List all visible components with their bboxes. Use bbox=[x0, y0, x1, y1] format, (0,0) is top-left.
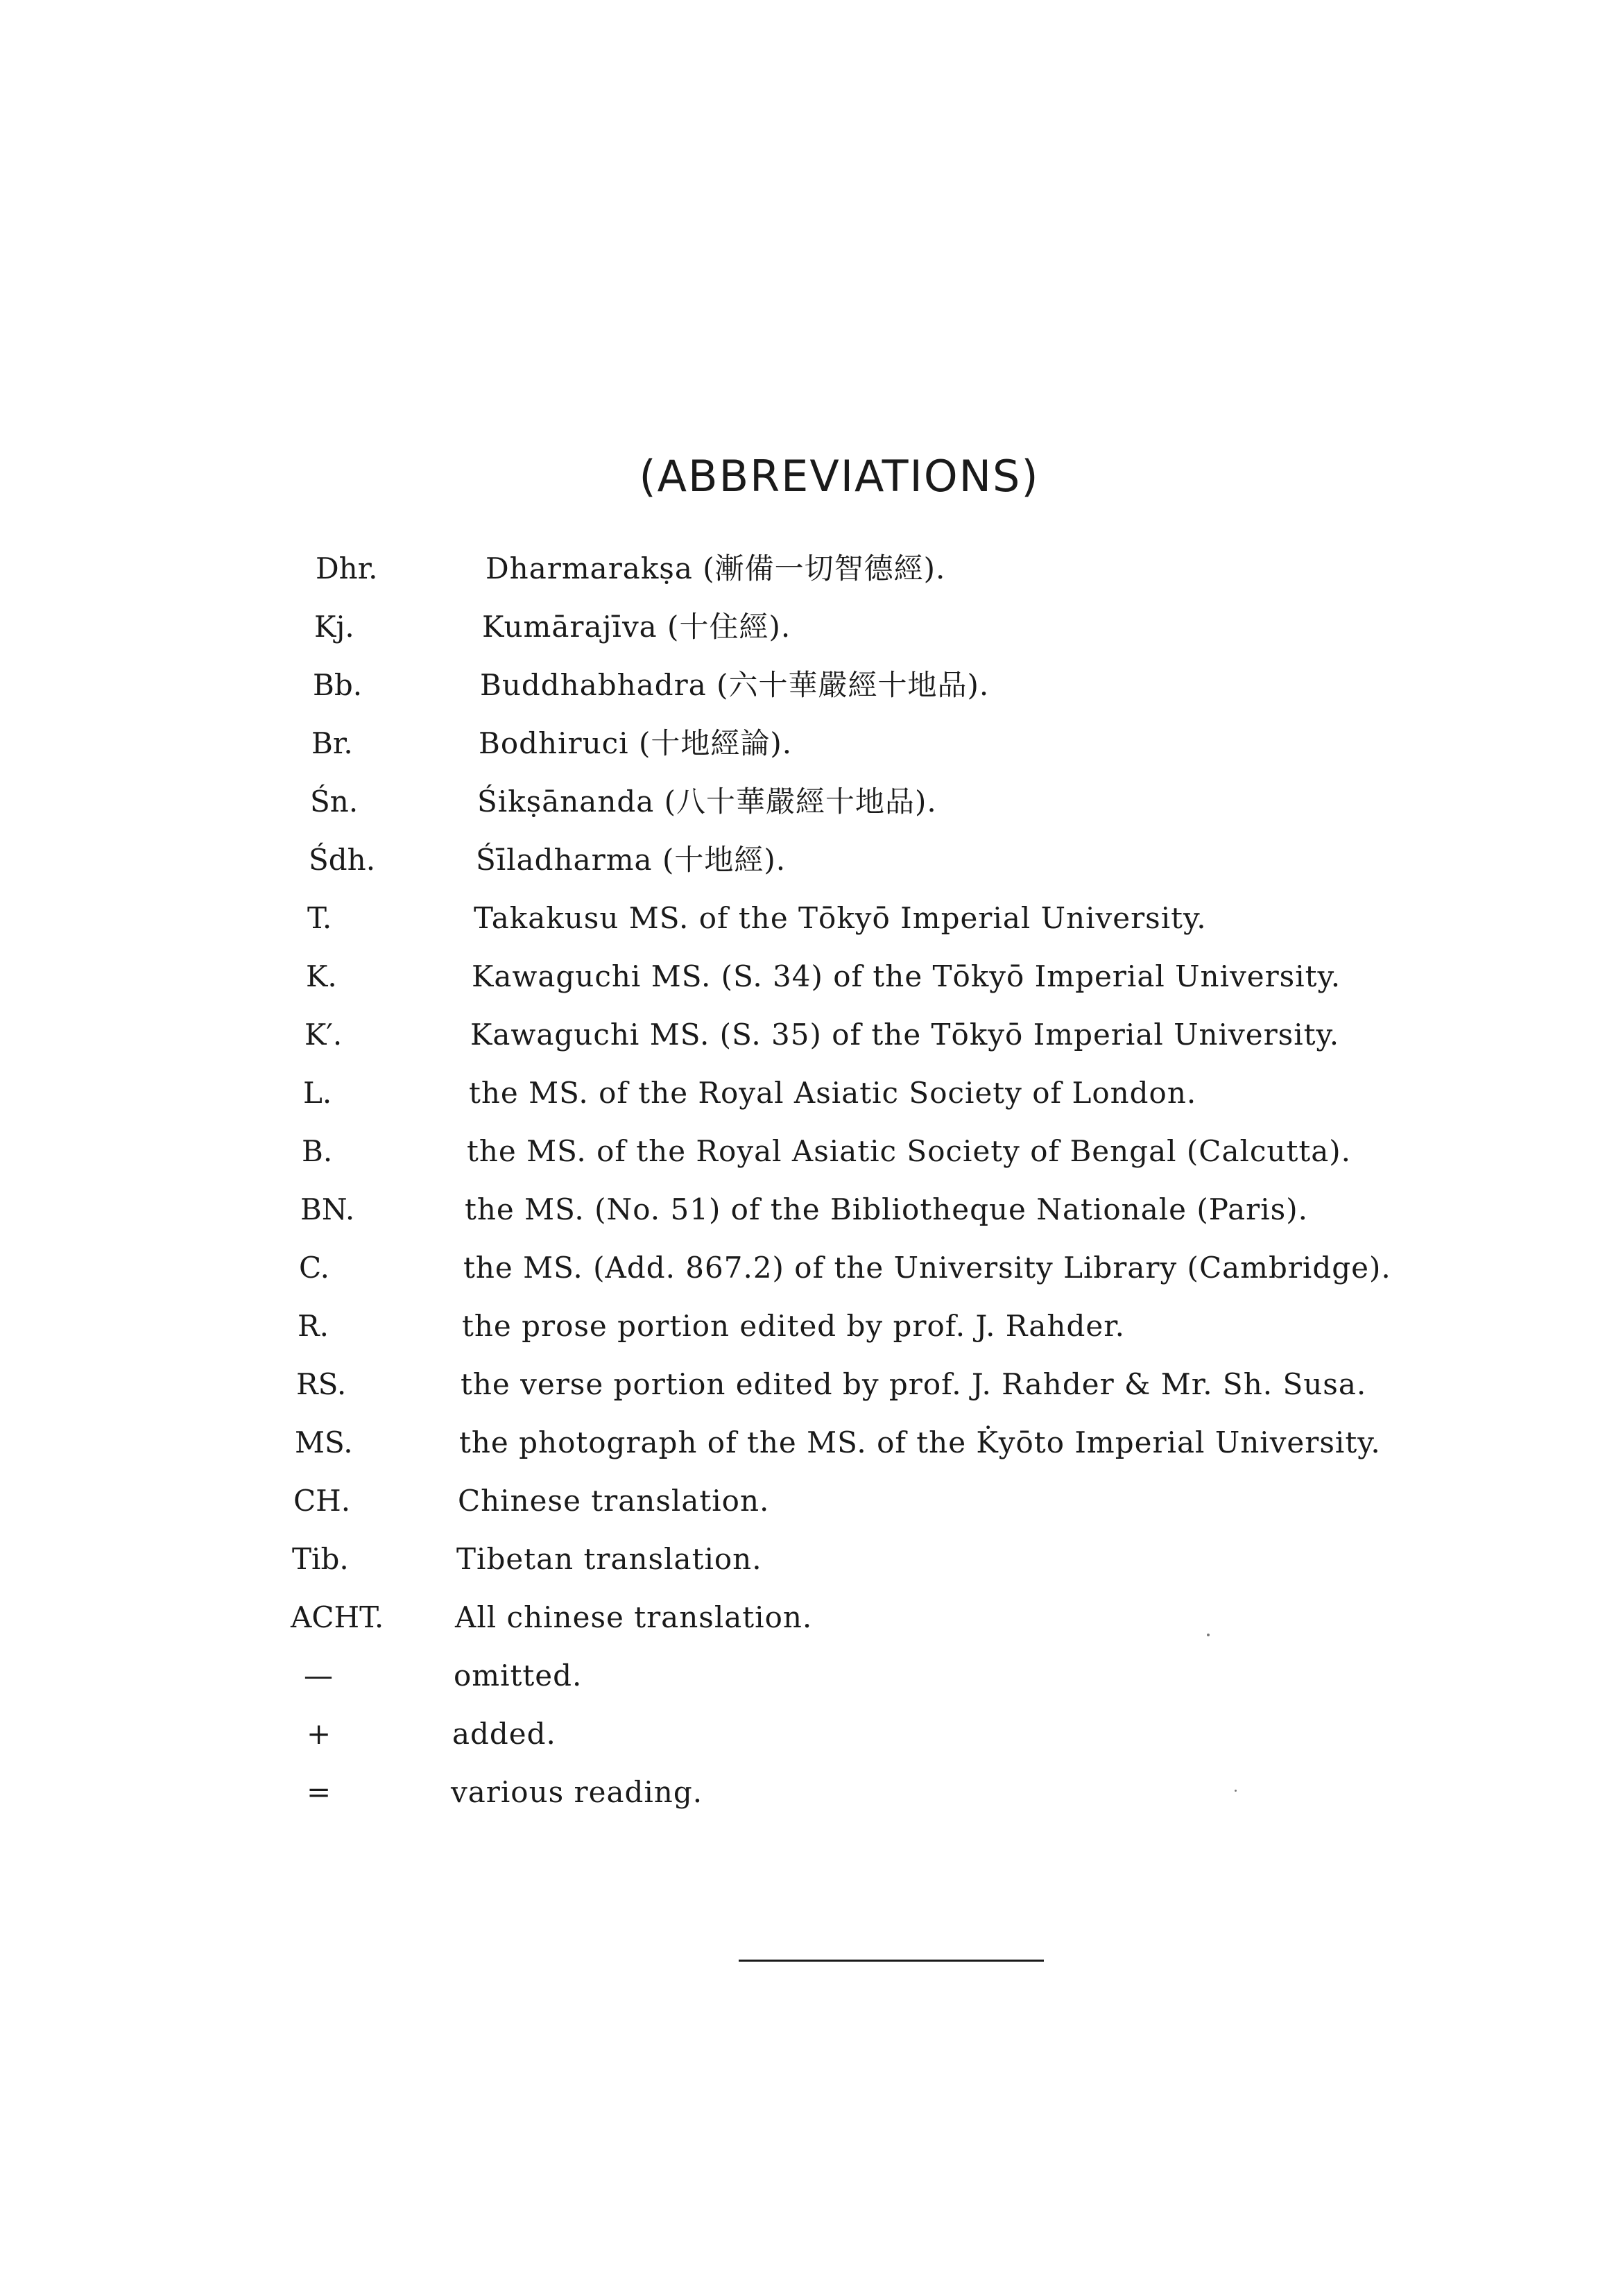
abbreviation-row bbox=[0, 541, 1623, 597]
abbreviation-key: K′. bbox=[304, 1018, 343, 1052]
section-divider bbox=[739, 1960, 1044, 1962]
abbreviation-key: BN. bbox=[300, 1192, 355, 1226]
abbreviation-definition: Tibetan translation. bbox=[456, 1542, 762, 1576]
abbreviation-row bbox=[0, 599, 1623, 655]
abbreviation-row bbox=[0, 1182, 1623, 1237]
abbreviation-key: T. bbox=[307, 901, 332, 935]
abbreviation-definition: Kumārajīva (十住經). bbox=[482, 610, 791, 644]
abbreviation-definition: various reading. bbox=[451, 1775, 703, 1809]
abbreviation-key: RS. bbox=[296, 1367, 347, 1401]
paper-speck bbox=[1207, 1634, 1210, 1636]
abbreviation-definition: the MS. (Add. 867.2) of the University Library (Cambridge). bbox=[463, 1251, 1391, 1285]
abbreviation-row bbox=[0, 658, 1623, 713]
abbreviation-row bbox=[0, 1590, 1623, 1645]
abbreviation-row bbox=[0, 949, 1623, 1004]
abbreviation-key: Śn. bbox=[310, 785, 359, 819]
abbreviation-row bbox=[0, 1415, 1623, 1471]
abbreviation-definition: Kawaguchi MS. (S. 35) of the Tōkyō Imperial University. bbox=[470, 1018, 1340, 1052]
abbreviation-definition: Dharmarakṣa (漸備一切智德經). bbox=[486, 551, 946, 585]
abbreviation-row bbox=[0, 832, 1623, 888]
abbreviation-key: = bbox=[307, 1775, 332, 1809]
abbreviation-key: Bb. bbox=[313, 668, 363, 702]
abbreviation-definition: Śikṣānanda (八十華嚴經十地品). bbox=[477, 785, 937, 819]
abbreviation-definition: Takakusu MS. of the Tōkyō Imperial University. bbox=[474, 901, 1207, 935]
abbreviation-definition: All chinese translation. bbox=[455, 1600, 813, 1634]
abbreviation-definition: Bodhiruci (十地經論). bbox=[479, 726, 793, 760]
abbreviation-definition: the MS. (No. 51) of the Bibliotheque Nationale (Paris). bbox=[465, 1192, 1308, 1226]
abbreviation-row bbox=[0, 1124, 1623, 1179]
abbreviation-definition: added. bbox=[452, 1717, 556, 1751]
abbreviation-definition: Buddhabhadra (六十華嚴經十地品). bbox=[480, 668, 990, 702]
abbreviation-key: Br. bbox=[311, 726, 353, 760]
abbreviation-row bbox=[0, 716, 1623, 771]
abbreviation-definition: the photograph of the MS. of the K̇yōto Imperial University. bbox=[459, 1425, 1381, 1459]
page-title: (ABBREVIATIONS) bbox=[639, 451, 1040, 502]
abbreviation-key: CH. bbox=[293, 1484, 351, 1518]
abbreviation-definition: the verse portion edited by prof. J. Rahder & Mr. Sh. Susa. bbox=[461, 1367, 1367, 1401]
abbreviation-row bbox=[0, 1299, 1623, 1354]
abbreviation-row bbox=[0, 1007, 1623, 1063]
abbreviation-row bbox=[0, 891, 1623, 946]
abbreviation-key: Dhr. bbox=[316, 551, 378, 585]
abbreviation-key: — bbox=[304, 1659, 333, 1693]
abbreviation-row bbox=[0, 1706, 1623, 1762]
abbreviation-key: ACHT. bbox=[291, 1600, 384, 1634]
abbreviation-row bbox=[0, 1240, 1623, 1296]
abbreviation-definition: Kawaguchi MS. (S. 34) of the Tōkyō Imperial University. bbox=[472, 959, 1341, 993]
abbreviation-definition: omitted. bbox=[454, 1659, 583, 1693]
abbreviation-definition: Śīladharma (十地經). bbox=[476, 843, 787, 877]
abbreviation-definition: the MS. of the Royal Asiatic Society of London. bbox=[469, 1076, 1197, 1110]
abbreviation-key: K. bbox=[306, 959, 337, 993]
paper-speck bbox=[1235, 1790, 1237, 1792]
abbreviation-key: R. bbox=[298, 1309, 329, 1343]
abbreviation-row bbox=[0, 1065, 1623, 1121]
abbreviation-key: Śdh. bbox=[309, 843, 376, 877]
abbreviation-definition: the MS. of the Royal Asiatic Society of Bengal (Calcutta). bbox=[467, 1134, 1352, 1168]
abbreviation-definition: Chinese translation. bbox=[458, 1484, 770, 1518]
abbreviation-row bbox=[0, 774, 1623, 830]
abbreviation-row bbox=[0, 1532, 1623, 1587]
abbreviation-definition: the prose portion edited by prof. J. Rahder. bbox=[462, 1309, 1126, 1343]
abbreviation-key: Tib. bbox=[292, 1542, 349, 1576]
abbreviation-key: + bbox=[307, 1717, 332, 1751]
abbreviation-key: Kj. bbox=[314, 610, 354, 644]
abbreviation-row bbox=[0, 1765, 1623, 1820]
abbreviation-key: L. bbox=[303, 1076, 332, 1110]
abbreviation-row bbox=[0, 1473, 1623, 1529]
abbreviation-key: B. bbox=[302, 1134, 333, 1168]
abbreviation-key: C. bbox=[299, 1251, 329, 1285]
abbreviation-row bbox=[0, 1357, 1623, 1412]
abbreviation-key: MS. bbox=[295, 1425, 353, 1459]
abbreviation-row bbox=[0, 1648, 1623, 1704]
